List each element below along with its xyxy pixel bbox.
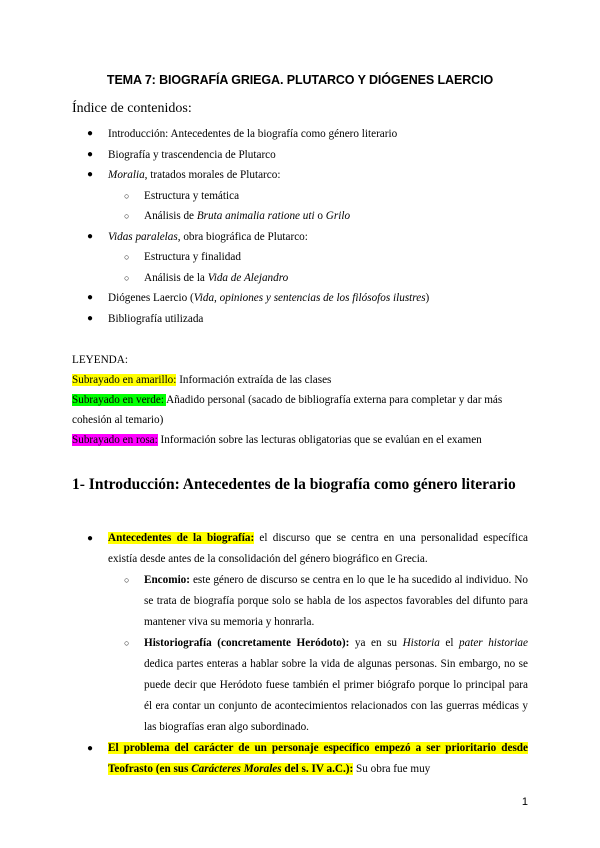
document-title: TEMA 7: BIOGRAFÍA GRIEGA. PLUTARCO Y DIÓGENES LAERCIO [106,73,494,87]
section-heading: 1- Introducción: Antecedentes de la biografía como género literario [72,476,516,493]
legend-yellow: Subrayado en amarillo: Información extraída de las clases [72,374,332,386]
bullet-icon: ● [87,230,94,242]
toc-item: ● Biografía y trascendencia de Plutarco [72,145,532,166]
circle-bullet-icon: ○ [124,190,130,201]
toc-item: ● Diógenes Laercio (Vida, opiniones y sentencias de los filósofos ilustres) [72,288,532,309]
legend-pink: Subrayado en rosa: Información sobre las lecturas obligatorias que se evalúan en el examen [72,434,482,446]
section-content [72,528,528,780]
toc-subitem: ○ Estructura y temática [72,186,532,207]
page-number: 1 [521,796,528,808]
circle-bullet-icon: ○ [124,272,130,283]
legend-green: Subrayado en verde: Añadido personal (sacado de bibliografía externa para completar y dar más cohesión al temario) [72,394,503,426]
toc-subitem: ○ Análisis de la Vida de Alejandro [72,268,532,289]
toc-subitem: ○ Estructura y finalidad [72,247,532,268]
list-item: ● Antecedentes de la biografía: el discurso que se centra en una personalidad específica existía desde antes de la consolidación del género biográfico en Grecia. [72,528,528,570]
list-subitem: ○ Encomio: este género de discurso se centra en lo que le ha sucedido al individuo. No se trata de biografía porque solo se habla de los aspectos favorables del difunto para mantener viva su memoria y honrarla. [72,570,528,633]
bullet-icon: ● [87,128,94,139]
bullet-icon: ● [87,169,94,180]
toc-item: ● Vidas paralelas, obra biográfica de Plutarco: [72,227,532,248]
bullet-icon: ● [87,743,94,754]
legend [72,350,528,450]
legend-label: LEYENDA: [72,354,128,366]
list-item: ● El problema del carácter de un personaje específico empezó a ser prioritario desde Teofrasto (en sus Carácteres Morales del s. IV a.C.): Su obra fue muy [72,738,528,780]
bullet-icon: ● [87,292,94,303]
list-subitem: ○ Historiografía (concretamente Heródoto): ya en su Historia el pater historiae dedica partes enteras a hablar sobre la vida de algunas personas. Sin embargo, no se puede decir que Heródoto fuese también el primer biógrafo porque lo principal para él era contar un conjunto de acontecimientos relacionados con las guerras médicas y las biografías eran algo subordinado. [72,633,528,738]
table-of-contents [72,124,532,329]
circle-bullet-icon: ○ [124,575,130,585]
toc-item: ● Moralia, tratados morales de Plutarco: [72,165,532,186]
circle-bullet-icon: ○ [124,252,130,262]
bullet-icon: ● [87,533,94,544]
circle-bullet-icon: ○ [124,211,130,221]
toc-item: ● Bibliografía utilizada [72,309,532,330]
toc-label: Índice de contenidos: [72,101,192,116]
bullet-icon: ● [87,148,94,160]
toc-subitem: ○ Análisis de Bruta animalia ratione uti o Grilo [72,206,532,227]
circle-bullet-icon: ○ [124,638,130,648]
bullet-icon: ● [87,312,94,324]
toc-item: ● Introducción: Antecedentes de la biografía como género literario [72,124,532,145]
